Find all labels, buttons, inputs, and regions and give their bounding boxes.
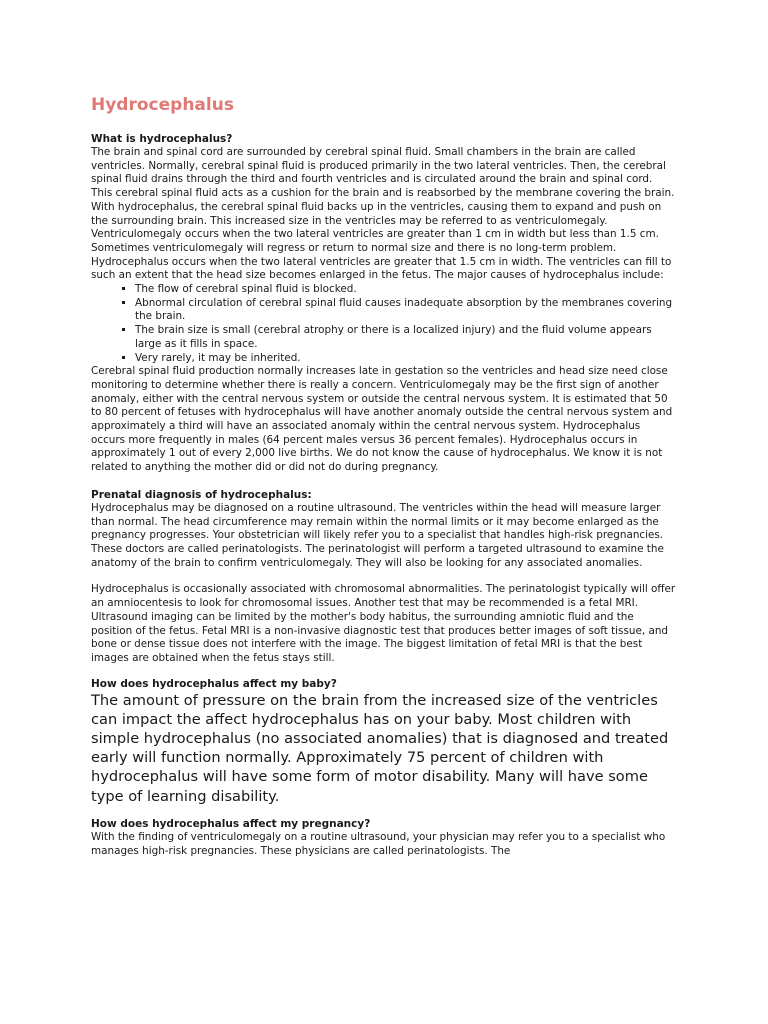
section-heading-what-is: What is hydrocephalus? <box>91 133 233 145</box>
section-heading-affect-baby: How does hydrocephalus affect my baby? <box>91 677 337 690</box>
list-item: ▪ The brain size is small (cerebral atrophy or there is a localized injury) and the fluid volume appears large as it fills in space. <box>135 324 676 351</box>
document-page <box>91 94 676 858</box>
paragraph: Hydrocephalus may be diagnosed on a routine ultrasound. The ventricles within the head will measure larger than normal. The head circumference may remain within the normal limits or it may become enlarged as the pregnancy progresses. Your obstetrician will likely refer you to a specialist that handles high-risk pregnancies. These doctors are called perinatologists. The perinatologist will perform a targeted ultrasound to examine the anatomy of the brain to confirm ventriculomegaly. They will also be looking for any associated anomalies. <box>91 501 664 569</box>
paragraph-large: The amount of pressure on the brain from the increased size of the ventricles can impact the affect hydrocephalus has on your baby. Most children with simple hydrocephalus (no associated anomalies) that is diagnosed and treated early will function normally. Approximately 75 percent of children with hydrocephalus will have some form of motor disability. Many will have some type of learning disability. <box>91 691 669 805</box>
paragraph: The brain and spinal cord are surrounded by cerebral spinal fluid. Small chambers in the brain are called ventricles. Normally, cerebral spinal fluid is produced primarily in the two lateral ventricles. Then, the cerebral spinal fluid drains through the third and fourth ventricles and is circulated around the brain and spinal cord. This cerebral spinal fluid acts as a cushion for the brain and is reabsorbed by the membrane covering the brain. With hydrocephalus, the cerebral spinal fluid backs up in the ventricles, causing them to expand and push on the surrounding brain. This increased size in the ventricles may be referred to as ventriculomegaly. Ventriculomegaly occurs when the two lateral ventricles are greater than 1 cm in width but less than 1.5 cm. Sometimes ventriculomegaly will regress or return to normal size and there is no long-term problem. Hydrocephalus occurs when the two lateral ventricles are greater that 1.5 cm in width. The ventricles can fill to such an extent that the head size becomes enlarged in the fetus. The major causes of hydrocephalus include: <box>91 146 675 282</box>
section-heading-prenatal-diagnosis: Prenatal diagnosis of hydrocephalus: <box>91 488 312 501</box>
causes-list <box>91 283 676 365</box>
paragraph: With the finding of ventriculomegaly on a routine ultrasound, your physician may refer you to a specialist who manages high-risk pregnancies. These physicians are called perinatologists. The <box>91 830 666 857</box>
list-item: ▪ The flow of cerebral spinal fluid is blocked. <box>135 283 676 297</box>
page-title: Hydrocephalus <box>91 95 234 115</box>
paragraph: Cerebral spinal fluid production normally increases late in gestation so the ventricles and head size need close monitoring to determine whether there is really a concern. Ventriculomegaly may be the first sign of another anomaly, either with the central nervous system or outside the central nervous system. It is estimated that 50 to 80 percent of fetuses with hydrocephalus will have another anomaly outside the central nervous system and approximately a third will have an associated anomaly within the central nervous system. Hydrocephalus occurs more frequently in males (64 percent males versus 36 percent females). Hydrocephalus occurs in approximately 1 out of every 2,000 live births. We do not know the cause of hydrocephalus. We know it is not related to anything the mother did or did not do during pregnancy. <box>91 365 673 474</box>
list-item: ▪ Abnormal circulation of cerebral spinal fluid causes inadequate absorption by the membranes covering the brain. <box>135 297 676 324</box>
paragraph: Hydrocephalus is occasionally associated with chromosomal abnormalities. The perinatologist typically will offer an amniocentesis to look for chromosomal issues. Another test that may be recommended is a fetal MRI. Ultrasound imaging can be limited by the mother's body habitus, the surrounding amniotic fluid and the position of the fetus. Fetal MRI is a non-invasive diagnostic test that produces better images of soft tissue, and bone or dense tissue does not interfere with the image. The biggest limitation of fetal MRI is that the best images are obtained when the fetus stays still. <box>91 583 676 664</box>
section-heading-affect-pregnancy: How does hydrocephalus affect my pregnancy? <box>91 817 371 830</box>
list-item: ▪ Very rarely, it may be inherited. <box>135 352 676 366</box>
